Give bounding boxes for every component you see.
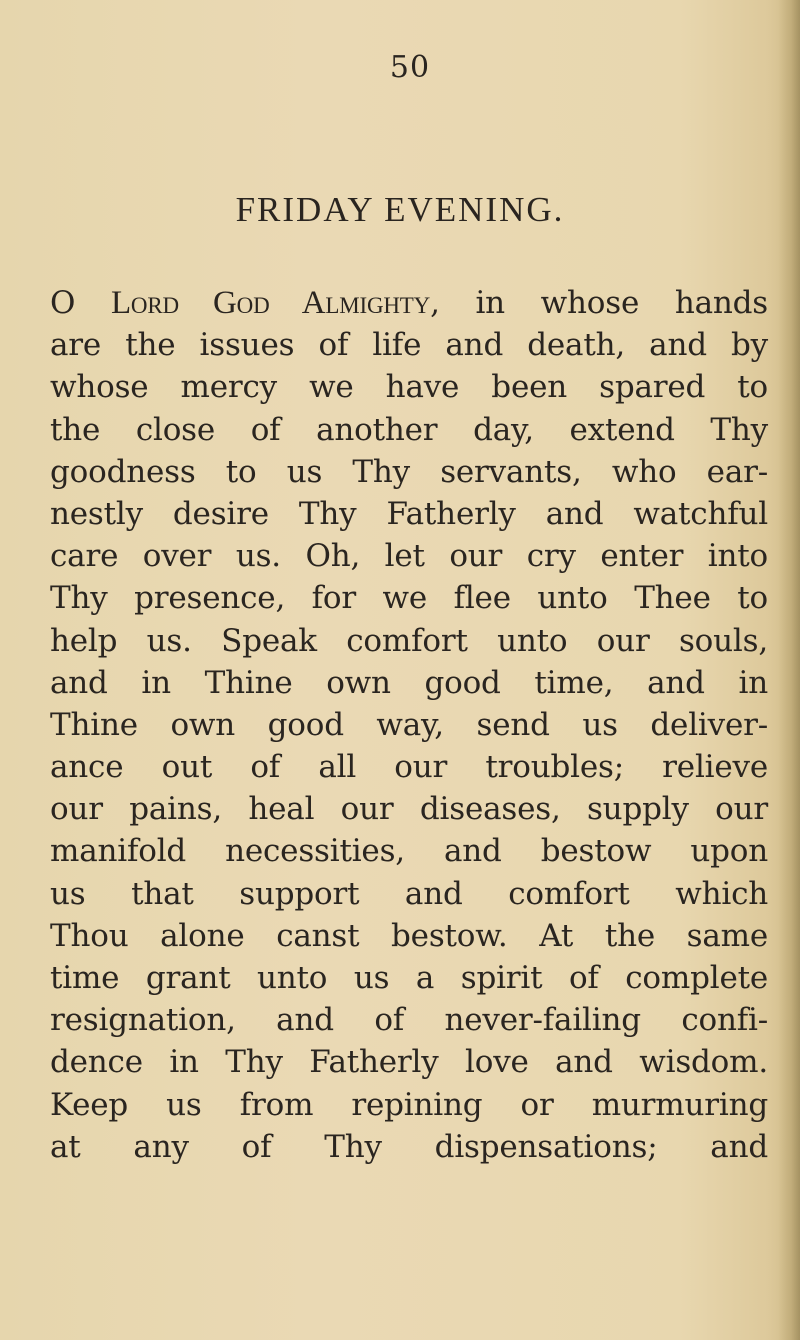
text-line: Thine own good way, send us deliver- <box>50 706 768 743</box>
text-line: O Lord God Almighty, in whose hands <box>50 285 768 321</box>
text-line: help us. Speak comfort unto our souls, <box>50 622 768 659</box>
prayer-text <box>50 282 768 1168</box>
text-line: at any of Thy dispensations; and <box>50 1128 768 1165</box>
text-line: are the issues of life and death, and by <box>50 327 768 364</box>
text-line: the close of another day, extend Thy <box>50 411 768 448</box>
text-line: care over us. Oh, let our cry enter into <box>50 538 768 575</box>
text-line: dence in Thy Fatherly love and wisdom. <box>50 1044 768 1081</box>
page-title: FRIDAY EVENING. <box>235 190 565 229</box>
text-line: manifold necessities, and bestow upon <box>50 833 768 870</box>
text-line: goodness to us Thy servants, who ear- <box>50 453 768 490</box>
text-line: ance out of all our troubles; relieve <box>50 749 768 786</box>
text-line: Thou alone canst bestow. At the same <box>50 917 768 954</box>
text-line: Keep us from repining or murmuring <box>50 1086 768 1123</box>
text-line: time grant unto us a spirit of complete <box>50 960 768 996</box>
text-line: nestly desire Thy Fatherly and watchful <box>50 495 768 532</box>
text-line: us that support and comfort which <box>50 875 768 912</box>
text-line: our pains, heal our diseases, supply our <box>50 791 768 828</box>
text-line: Thy presence, for we flee unto Thee to <box>50 580 768 617</box>
text-line: whose mercy we have been spared to <box>50 369 768 406</box>
text-line: and in Thine own good time, and in <box>50 664 768 701</box>
text-line: resignation, and of never-failing confi- <box>50 1002 768 1039</box>
page-number: 50 <box>389 50 431 85</box>
